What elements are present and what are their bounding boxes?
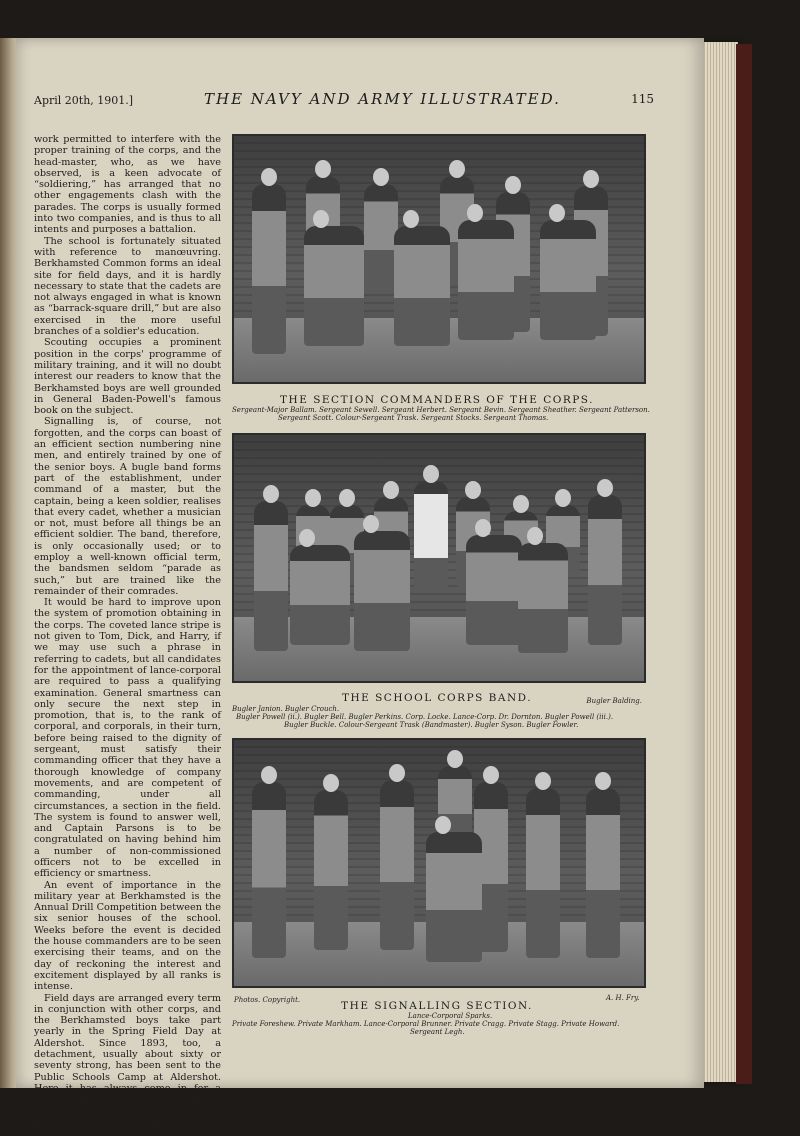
paragraph: An event of importance in the military year at Berkhamsted is the Annual Drill Competition between the six senior houses of the school. Weeks before the event is decided the house commanders are to be seen exercising their teams, and on the day of reckoning the interest and excitement displayed by all ranks is intense.	[34, 879, 222, 993]
page-edges	[702, 42, 738, 1082]
issue-date: April 20th, 1901.]	[34, 94, 134, 107]
band-photo	[232, 433, 646, 683]
section-commanders-names: Sergeant-Major Ballam. Sergeant Sewell. Sergeant Herbert. Sergeant Bevin. Sergeant Sheather. Sergeant Patterson. Sergeant Scott. Colour-Sergeant Trask. Sergeant Stocks. Sergeant Thomas.	[232, 406, 650, 422]
photo-credit-right: A. H. Fry.	[606, 994, 640, 1002]
paragraph: The school is fortunately situated with reference to manœuvring. Berkhamsted Common forms an ideal site for field days, and it is hardly necessary to state that the cadets are not always engaged in what is known as “barrack-square drill,” but are also exercised in the more useful branches of a soldier's education.	[34, 235, 221, 338]
section-commanders-photo	[232, 134, 646, 384]
paragraph: work permitted to interfere with the proper training of the corps, and the head-master, who, as we have observed, is a keen advocate of “soldiering,” has arranged that no other engagements clash with the parades. The corps is usually formed into two companies, and is thus to all intents and purposes a battalion.	[34, 134, 221, 236]
page-header	[34, 90, 654, 110]
page-number: 115	[631, 92, 654, 106]
band-names: Bugler Balding. Bugler Janion. Bugler Crouch. Bugler Powell (ii.). Bugler Bell. Bugler Perkins. Corp. Locke. Lance-Corp. Dr. Dornton. Bugler Powell (iii.). Bugler Buckle. Colour-Sergeant Trask (Bandmaster). Bugler Syson. Bugler Fowler.	[232, 697, 642, 729]
band-caption: THE SCHOOL CORPS BAND.	[341, 692, 533, 704]
paragraph: Signalling is, of course, not forgotten, and the corps can boast of an efficient section numbering nine men, and entirely trained by one of the senior boys. A bugle band forms part of the establishment, under command of a master, but the captain, being a keen soldier, realises that every cadet, whether a musician or not, must before all things be an efficient soldier. The band, therefore, is only occasionally used; or to employ a well-known official term, the bandsmen seldom “parade as such,” but are trained like the remainder of their comrades.	[34, 416, 221, 597]
section-commanders-caption: THE SECTION COMMANDERS OF THE CORPS.	[280, 394, 594, 406]
article-column	[34, 134, 222, 1128]
paragraph: Scouting occupies a prominent position in the corps' programme of military training, and it will no doubt interest our readers to know that the Berkhamsted boys are well grounded in General Baden-Powell's famous book on the subject.	[34, 337, 221, 417]
paragraph: It would be hard to improve upon the system of promotion obtaining in the corps. The coveted lance stripe is not given to Tom, Dick, and Harry, if we may use such a phrase in referring to cadets, but all candidates for the appointment of lance-corporal are required to pass a qualifying examination. General smartness can only secure the next step in promotion, that is, to the rank of corporal, and corporals, in their turn, before being raised to the dignity of sergeant, must satisfy their commanding officer that they have a thorough knowledge of company movements, and are competent of commanding, under all circumstances, a section in the field. The system is found to answer well, and Captain Parsons is to be congratulated on having behind him a number of non-commissioned officers not to be excelled in efficiency or smartness.	[34, 597, 221, 880]
signalling-names: Lance-Corporal Sparks. Private Foreshew. Private Markham. Lance-Corporal Brunner. Private Cragg. Private Stagg. Private Howard. Sergeant Legh.	[232, 1012, 620, 1036]
publication-title: THE NAVY AND ARMY ILLUSTRATED.	[204, 90, 561, 108]
signalling-photo	[232, 738, 646, 988]
book-cover	[736, 44, 752, 1084]
paragraph: Field days are arranged every term in conjunction with other corps, and the Berkhamsted boys take part yearly in the Spring Field Day at Aldershot. Since 1893, too, a detachment, usually about sixty or seventy strong, has been sent to the Public Schools Camp at Aldershot. Here it has always come in for a share of praise. In 1898 especially it won distinction, and was one of the five corps specially commended	[34, 992, 221, 1128]
signalling-caption: THE SIGNALLING SECTION.	[341, 1000, 533, 1012]
photo-credit-left: Photos. Copyright.	[234, 996, 301, 1004]
